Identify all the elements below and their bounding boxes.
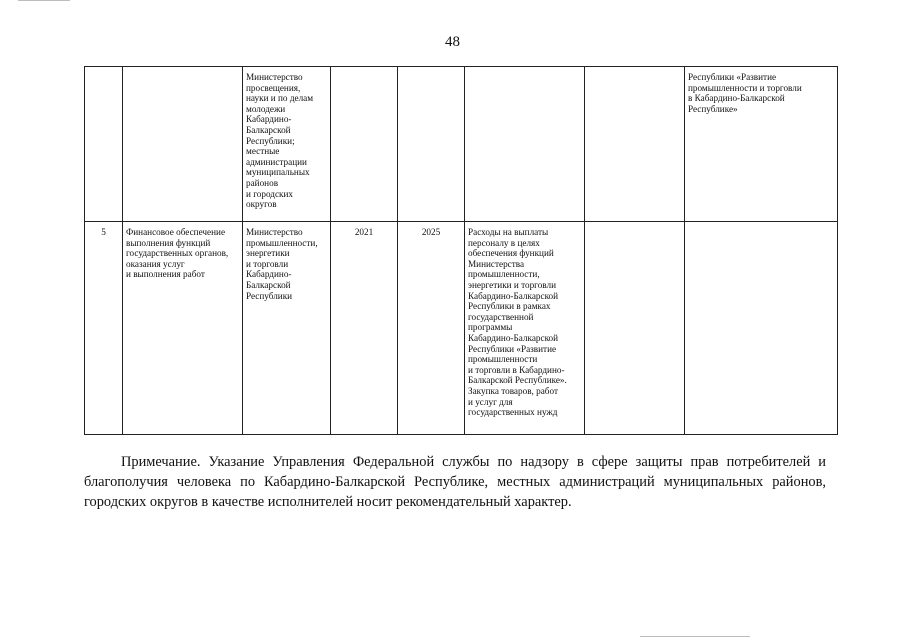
- cell-number: [85, 67, 123, 222]
- cell-expected-result: [465, 67, 585, 222]
- cell-indicator: [585, 222, 685, 435]
- cell-program-link: Республики «Развитие промышленности и торговли в Кабардино-Балкарской Республике»: [685, 67, 838, 222]
- cell-number: 5: [85, 222, 123, 435]
- cell-start-year: [331, 67, 398, 222]
- cell-executor: Министерство просвещения, науки и по делам молодежи Кабардино- Балкарской Республики; местные администрации муниципальных районов и городских округов: [243, 67, 331, 222]
- cell-indicator: [585, 67, 685, 222]
- cell-start-year: 2021: [331, 222, 398, 435]
- footnote-note: Примечание. Указание Управления Федеральной службы по надзору в сфере защиты прав потребителей и благополучия человека по Кабардино-Балкарской Республике, местных администраций муниципальных районов, городских округов в качестве исполнителей носит рекомендательный характер.: [84, 454, 826, 510]
- cell-measure-name: [123, 67, 243, 222]
- table-row: [85, 222, 838, 435]
- table-row: [85, 67, 838, 222]
- cell-measure-name: Финансовое обеспечение выполнения функций государственных органов, оказания услуг и выполнения работ: [123, 222, 243, 435]
- cell-executor: Министерство промышленности, энергетики и торговли Кабардино- Балкарской Республики: [243, 222, 331, 435]
- cell-expected-result: Расходы на выплаты персоналу в целях обеспечения функций Министерства промышленности, энергетики и торговли Кабардино-Балкарской Республики в рамках государственной программы Кабардино-Балкарской Республики «Развитие промышленности и торговли в Кабардино- Балкарской Республике». Закупка товаров, работ и услуг для государственных нужд: [465, 222, 585, 435]
- scan-artifact-top-left: [18, 0, 70, 1]
- cell-end-year: 2025: [398, 222, 465, 435]
- cell-program-link: [685, 222, 838, 435]
- page-number: 48: [445, 34, 460, 50]
- cell-end-year: [398, 67, 465, 222]
- measures-table: [84, 66, 838, 435]
- scan-artifact-bottom-right: [640, 636, 750, 637]
